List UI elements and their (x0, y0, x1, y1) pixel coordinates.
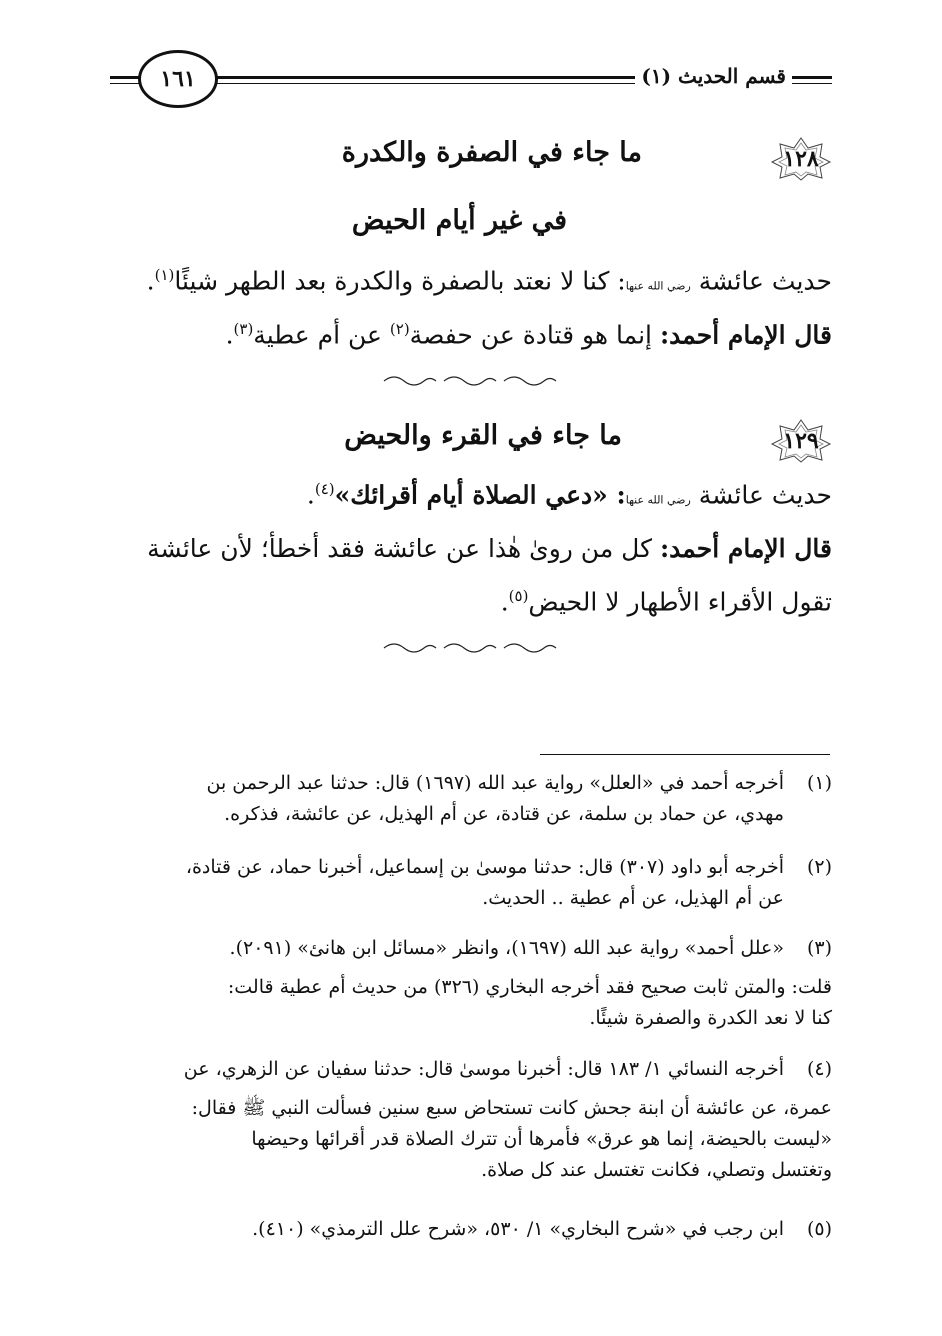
footnote-line: عمرة، عن عائشة أن ابنة جحش كانت تستحاض سبع سنين فسألت النبي ﷺ فقال: (191, 1097, 832, 1119)
section-number-badge (770, 136, 832, 182)
footnote-line: كنا لا نعد الكدرة والصفرة شيئًا. (589, 1006, 832, 1029)
comment-text: عن أم عطية (253, 320, 390, 350)
hadith-text: : «دعي الصلاة أيام أقرائك» (334, 480, 626, 510)
footnote-2 (110, 852, 832, 914)
comment-text: كل من روىٰ هٰذا عن عائشة فقد أخطأ؛ لأن عائشة (147, 534, 660, 563)
comment-text: تقول الأقراء الأطهار لا الحيض (528, 587, 832, 617)
footnote-1 (110, 768, 832, 830)
page-number: ١٦١ (138, 50, 218, 108)
section-heading-line2: في غير أيام الحيض (351, 205, 567, 236)
footnote-line: مهدي، عن حماد بن سلمة، عن قتادة، عن أم الهذيل، عن عائشة، فذكره. (224, 802, 784, 825)
footnote-number: (١) (806, 772, 832, 794)
section-divider-ornament (380, 640, 560, 656)
footnote-ref: (٣) (233, 320, 254, 338)
footnote-line: وتغتسل وتصلي، فكانت تغتسل عند كل صلاة. (481, 1158, 832, 1181)
footnote-ref: (٢) (389, 320, 410, 338)
comment-end: . (225, 320, 234, 350)
honorific-glyph: رضي الله عنها (625, 279, 691, 293)
comment-paragraph (226, 320, 832, 349)
footnote-line: ابن رجب في «شرح البخاري» ١/ ٥٣٠، «شرح علل الترمذي» (٤١٠). (252, 1218, 784, 1240)
footnote-separator (540, 754, 830, 755)
footnote-line: قلت: والمتن ثابت صحيح فقد أخرجه البخاري (٣٢٦) من حديث أم عطية قالت: (227, 976, 832, 998)
footnote-ref: (٥) (508, 587, 529, 605)
footnote-3 (110, 933, 832, 964)
hadith-end: . (306, 480, 315, 510)
honorific-glyph: رضي الله عنها (625, 493, 691, 507)
footnote-text (110, 933, 784, 964)
hadith-paragraph (147, 266, 832, 295)
footnote-4 (110, 1054, 832, 1085)
footnote-5 (110, 1214, 832, 1245)
footnote-text (110, 852, 784, 914)
footnote-text (110, 768, 784, 830)
comment-end: . (500, 587, 509, 617)
hadith-prefix: حديث عائشة (698, 480, 832, 510)
section-number-badge (770, 418, 832, 464)
footnote-ref: (١) (154, 266, 175, 284)
hadith-end: . (146, 266, 155, 296)
comment-paragraph-cont (501, 587, 832, 616)
footnote-line: «علل أحمد» رواية عبد الله (١٦٩٧)، وانظر «مسائل ابن هانئ» (٢٠٩١). (229, 937, 784, 959)
footnote-3-cont (110, 972, 832, 1034)
hadith-prefix: حديث عائشة (698, 266, 832, 296)
section-number: ١٢٩ (783, 428, 819, 454)
section-heading-line1: ما جاء في الصفرة والكدرة (341, 137, 642, 168)
footnote-number: (٤) (806, 1058, 832, 1080)
running-title: قسم الحديث (١) (635, 64, 792, 88)
hadith-paragraph (307, 480, 832, 509)
footnote-line: «ليست بالحيضة، إنما هو عرق» فأمرها أن تترك الصلاة قدر أقرائها وحيضها (251, 1127, 832, 1150)
footnote-number: (٥) (806, 1218, 832, 1240)
comment-label: قال الإمام أحمد: (659, 534, 832, 563)
section-divider-ornament (380, 373, 560, 389)
section-number: ١٢٨ (783, 146, 819, 172)
footnote-4-cont (110, 1093, 832, 1185)
footnote-text (110, 1214, 784, 1245)
footnote-number: (٢) (806, 856, 832, 878)
footnote-line: أخرجه أحمد في «العلل» رواية عبد الله (١٦٩٧) قال: حدثنا عبد الرحمن بن (206, 772, 784, 794)
comment-label: قال الإمام أحمد: (659, 320, 832, 350)
section-heading: ما جاء في القرء والحيض (344, 420, 622, 451)
hadith-text: : كنا لا نعتد بالصفرة والكدرة بعد الطهر شيئًا (174, 266, 626, 296)
comment-text: إنما هو قتادة عن حفصة (409, 320, 660, 350)
footnote-text (110, 1054, 784, 1085)
footnote-number: (٣) (806, 937, 832, 959)
footnote-line: أخرجه النسائي ١/ ١٨٣ قال: أخبرنا موسىٰ قال: حدثنا سفيان عن الزهري، عن (183, 1058, 784, 1080)
footnote-line: أخرجه أبو داود (٣٠٧) قال: حدثنا موسىٰ بن إسماعيل، أخبرنا حماد، عن قتادة، (185, 856, 784, 878)
footnote-ref: (٤) (314, 480, 335, 498)
comment-paragraph (147, 534, 832, 563)
footnote-line: عن أم الهذيل، عن أم عطية .. الحديث. (482, 886, 784, 909)
